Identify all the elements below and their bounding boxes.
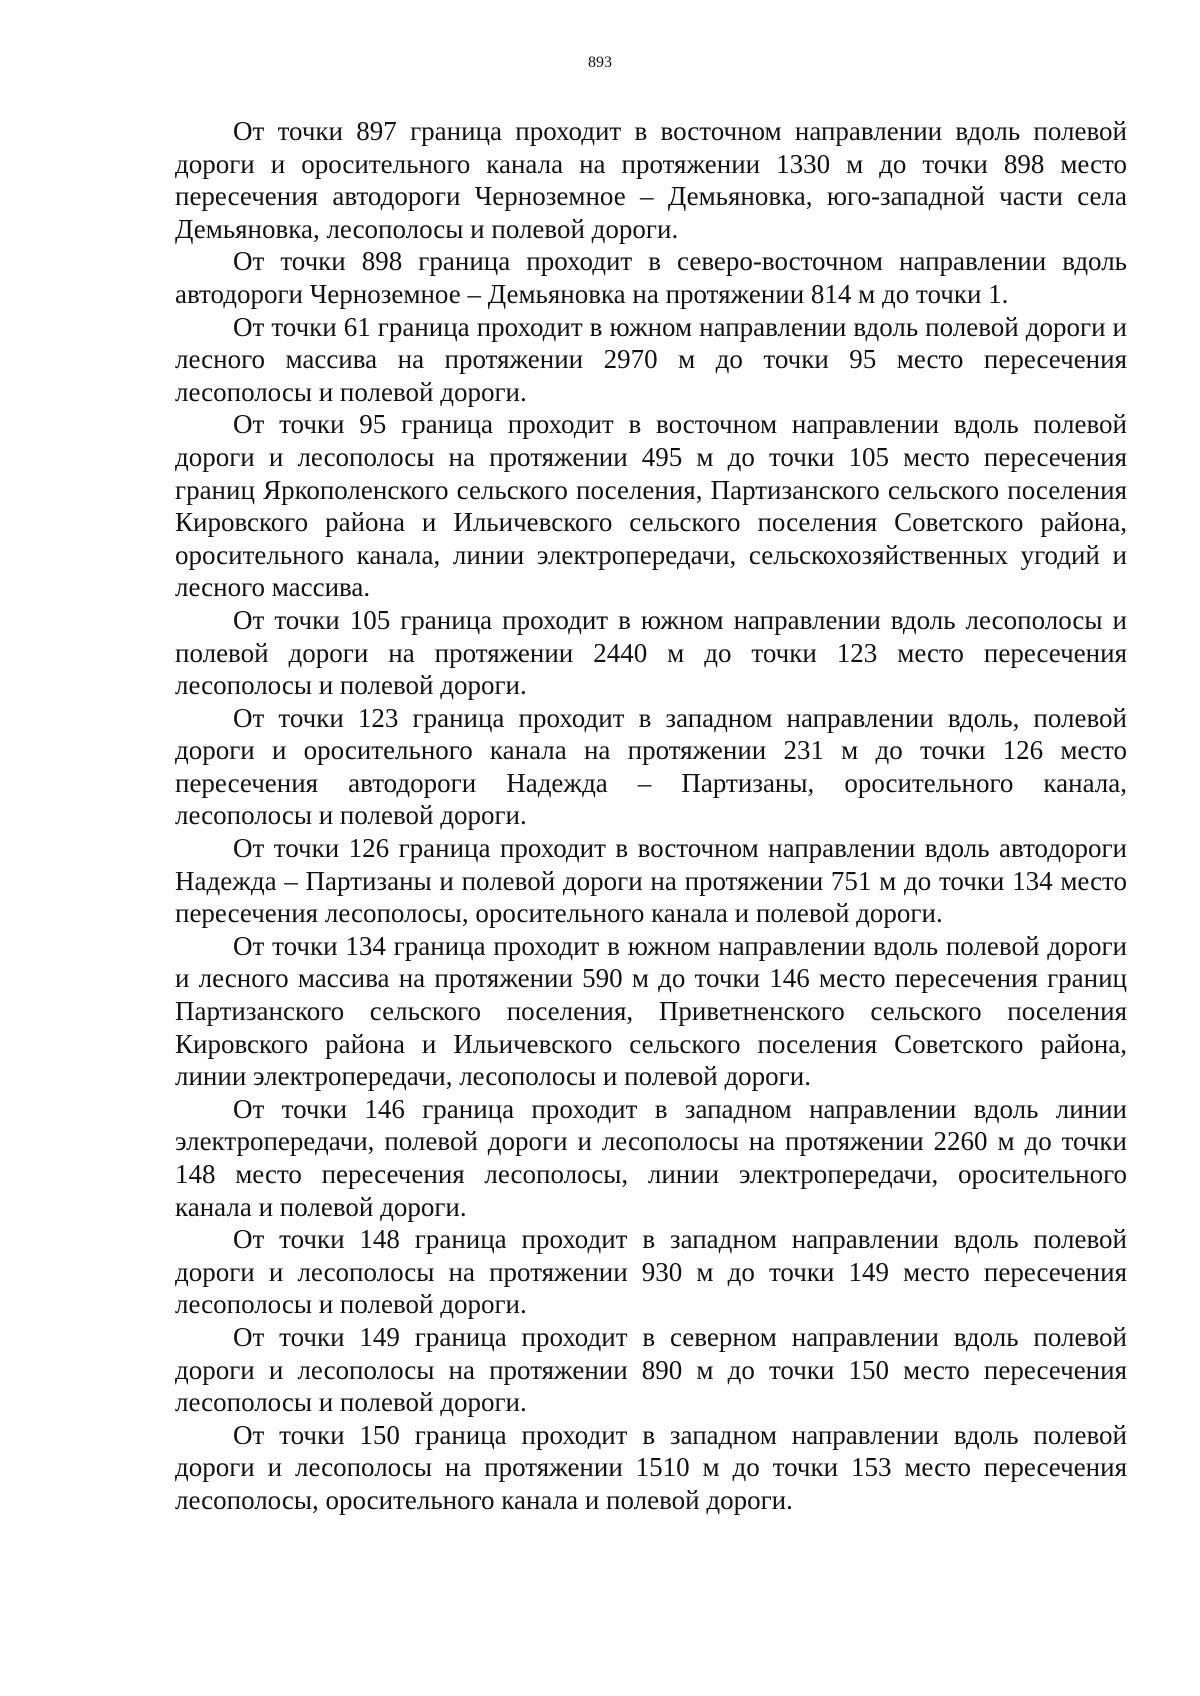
paragraph-9: От точки 146 граница проходит в западном направлении вдоль линии электропередачи, полевой дороги и лесополосы на протяжении 2260 м до точки 148 место пересечения лесополосы, линии электропередачи, оросительного канала и полевой дороги.	[175, 1093, 1127, 1222]
paragraph-7: От точки 126 граница проходит в восточном направлении вдоль автодороги Надежда – Партизаны и полевой дороги на протяжении 751 м до точки 134 место пересечения лесополосы, оросительного канала и полевой дороги.	[175, 833, 1127, 929]
page-number: 893	[588, 54, 612, 71]
paragraph-2: От точки 898 граница проходит в северо-восточном направлении вдоль автодороги Черноземное – Демьяновка на протяжении 814 м до точки 1.	[175, 246, 1127, 309]
document-body	[175, 115, 1127, 1517]
paragraph-5: От точки 105 граница проходит в южном направлении вдоль лесополосы и полевой дороги на протяжении 2440 м до точки 123 место пересечения лесополосы и полевой дороги.	[175, 604, 1127, 701]
paragraph-11: От точки 149 граница проходит в северном направлении вдоль полевой дороги и лесополосы на протяжении 890 м до точки 150 место пересечения лесополосы и полевой дороги.	[175, 1321, 1127, 1418]
paragraph-1: От точки 897 граница проходит в восточном направлении вдоль полевой дороги и оросительного канала на протяжении 1330 м до точки 898 место пересечения автодороги Черноземное – Демьяновка, юго-западной части села Демьяновка, лесополосы и полевой дороги.	[175, 116, 1127, 244]
paragraph-8: От точки 134 граница проходит в южном направлении вдоль полевой дороги и лесного массива на протяжении 590 м до точки 146 место пересечения границ Партизанского сельского поселения, Приветненского сельского поселения Кировского района и Ильичевского сельского поселения Советского района, линии электропередачи, лесополосы и полевой дороги.	[175, 930, 1127, 1092]
paragraph-6: От точки 123 граница проходит в западном направлении вдоль, полевой дороги и оросительного канала на протяжении 231 м до точки 126 место пересечения автодороги Надежда – Партизаны, оросительного канала, лесополосы и полевой дороги.	[175, 702, 1127, 831]
paragraph-12: От точки 150 граница проходит в западном направлении вдоль полевой дороги и лесополосы на протяжении 1510 м до точки 153 место пересечения лесополосы, оросительного канала и полевой дороги.	[175, 1419, 1127, 1515]
paragraph-3: От точки 61 граница проходит в южном направлении вдоль полевой дороги и лесного массива на протяжении 2970 м до точки 95 место пересечения лесополосы и полевой дороги.	[175, 311, 1127, 407]
paragraph-4: От точки 95 граница проходит в восточном направлении вдоль полевой дороги и лесополосы на протяжении 495 м до точки 105 место пересечения границ Яркополенского сельского поселения, Партизанского сельского поселения Кировского района и Ильичевского сельского поселения Советского района, оросительного канала, линии электропередачи, сельскохозяйственных угодий и лесного массива.	[175, 409, 1127, 603]
paragraph-10: От точки 148 граница проходит в западном направлении вдоль полевой дороги и лесополосы на протяжении 930 м до точки 149 место пересечения лесополосы и полевой дороги.	[175, 1224, 1127, 1320]
